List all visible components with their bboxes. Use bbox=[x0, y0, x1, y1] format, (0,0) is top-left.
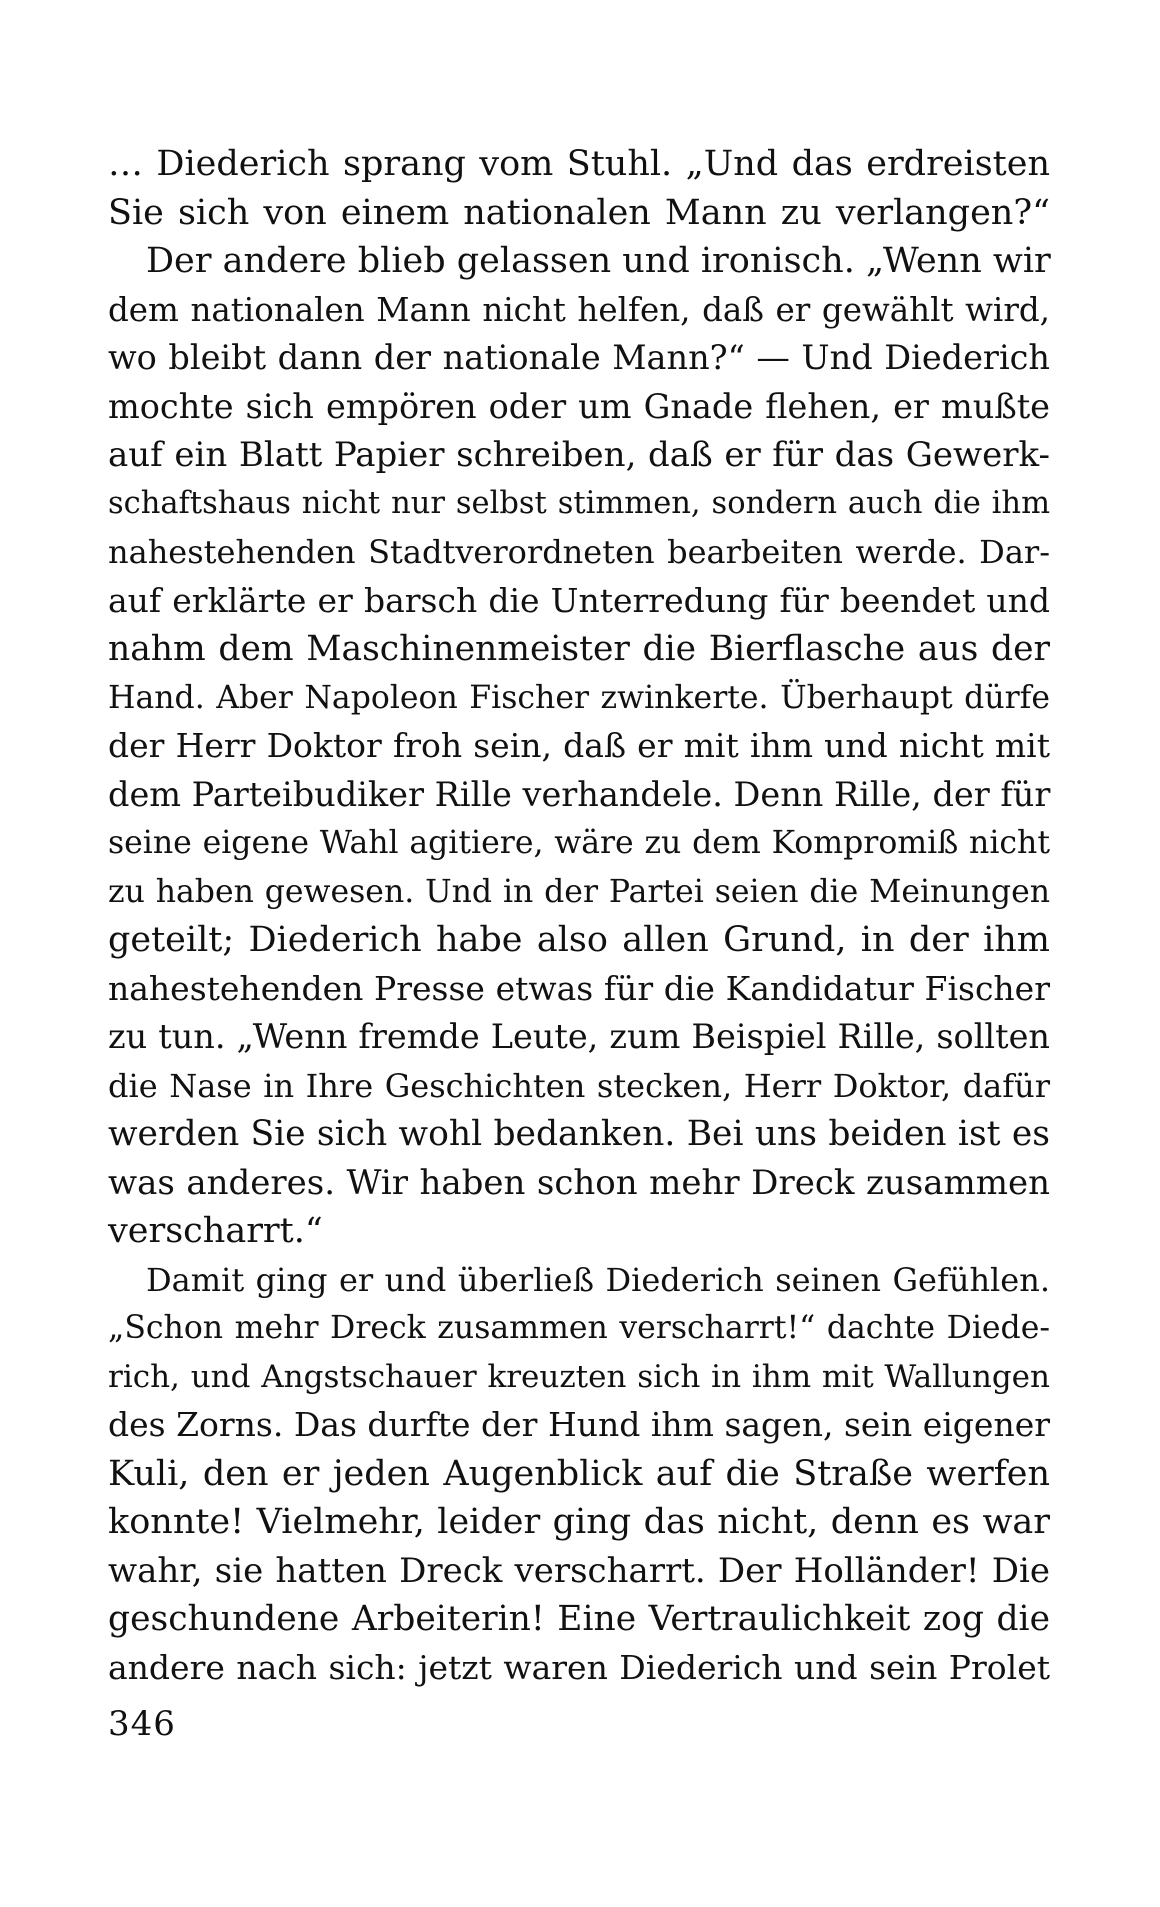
page-number: 346 bbox=[108, 1704, 176, 1744]
text-line: nahestehenden Presse etwas für die Kandidatur Fischer bbox=[108, 968, 1050, 1008]
text-line: seine eigene Wahl agitiere, wäre zu dem Kompromiß nicht bbox=[108, 825, 1050, 861]
text-line: mochte sich empören oder um Gnade flehen, er mußte bbox=[108, 386, 1050, 426]
text-line: zu tun. „Wenn fremde Leute, zum Beispiel Rille, sollten bbox=[108, 1017, 1050, 1056]
text-line: rich, und Angstschauer kreuzten sich in ihm mit Wallungen bbox=[108, 1358, 1050, 1395]
text-line: … Diederich sprang vom Stuhl. „Und das erdreisten bbox=[108, 144, 1050, 184]
text-line: Der andere blieb gelassen und ironisch. „Wenn wir bbox=[146, 241, 1051, 281]
text-line: geteilt; Diederich habe also allen Grund, in der ihm bbox=[108, 920, 1050, 960]
text-line: Sie sich von einem nationalen Mann zu verlangen?“ bbox=[108, 192, 1050, 233]
text-line: werden Sie sich wohl bedanken. Bei uns beiden ist es bbox=[108, 1114, 1050, 1154]
text-line: wahr, sie hatten Dreck verscharrt. Der Holländer! Die bbox=[108, 1550, 1050, 1591]
text-line: Hand. Aber Napoleon Fischer zwinkerte. Überhaupt dürfe bbox=[108, 679, 1050, 716]
text-line: Damit ging er und überließ Diederich seinen Gefühlen. bbox=[146, 1260, 1050, 1299]
text-line: zu haben gewesen. Und in der Partei seien die Meinungen bbox=[108, 873, 1050, 910]
text-line: des Zorns. Das durfte der Hund ihm sagen, sein eigener bbox=[108, 1405, 1050, 1444]
text-line: der Herr Doktor froh sein, daß er mit ihm und nicht mit bbox=[108, 726, 1050, 765]
body-text bbox=[108, 140, 1050, 1692]
text-line: nahm dem Maschinenmeister die Bierflasche aus der bbox=[108, 629, 1050, 669]
text-line: geschundene Arbeiterin! Eine Vertraulichkeit zog die bbox=[108, 1599, 1050, 1639]
text-line: „Schon mehr Dreck zusammen verscharrt!“ dachte Diede- bbox=[108, 1310, 1050, 1346]
text-line: nahestehenden Stadtverordneten bearbeiten werde. Dar- bbox=[108, 533, 1050, 571]
text-line: schaftshaus nicht nur selbst stimmen, sondern auch die ihm bbox=[108, 485, 1050, 521]
text-line: verscharrt.“ bbox=[108, 1211, 323, 1251]
text-line: dem nationalen Mann nicht helfen, daß er gewählt wird, bbox=[108, 290, 1050, 329]
text-line: wo bleibt dann der nationale Mann?“ — Und Diederich bbox=[108, 338, 1050, 377]
text-line: auf erklärte er barsch die Unterredung für beendet und bbox=[108, 580, 1050, 620]
text-line: auf ein Blatt Papier schreiben, daß er für das Gewerk- bbox=[108, 435, 1050, 475]
text-line: konnte! Vielmehr, leider ging das nicht, denn es war bbox=[108, 1502, 1050, 1542]
text-line: dem Parteibudiker Rille verhandele. Denn Rille, der für bbox=[108, 774, 1051, 814]
text-line: die Nase in Ihre Geschichten stecken, Herr Doktor, dafür bbox=[108, 1066, 1050, 1105]
text-line: was anderes. Wir haben schon mehr Dreck zusammen bbox=[108, 1162, 1050, 1203]
text-line: Kuli, den er jeden Augenblick auf die Straße werfen bbox=[108, 1453, 1050, 1494]
text-line: andere nach sich: jetzt waren Diederich und sein Prolet bbox=[108, 1647, 1050, 1687]
